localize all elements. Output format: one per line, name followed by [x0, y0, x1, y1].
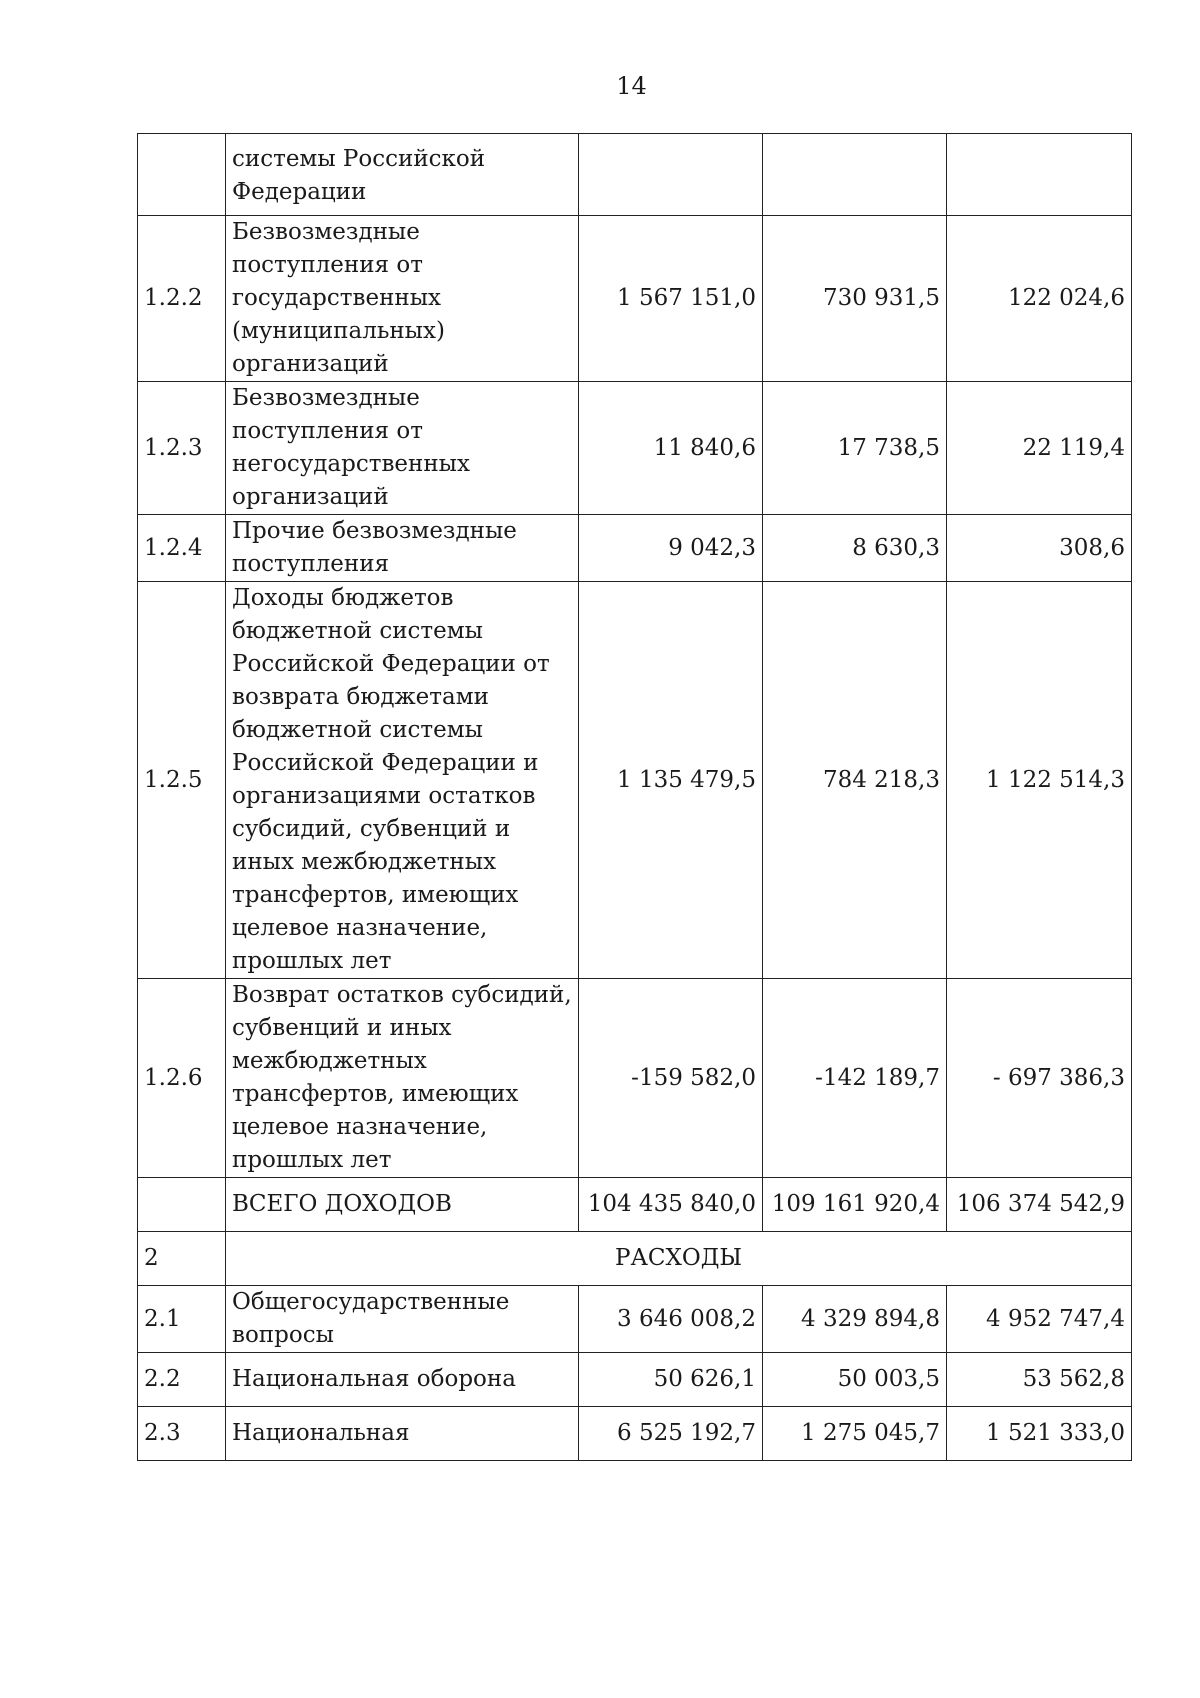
row-value-3: 106 374 542,9	[947, 1178, 1132, 1232]
row-value-3: 122 024,6	[947, 216, 1132, 382]
row-name: Прочие безвозмездные поступления	[226, 515, 579, 582]
table-row	[138, 1286, 1132, 1353]
row-value-3: 1 122 514,3	[947, 582, 1132, 979]
row-value-1	[579, 134, 763, 216]
budget-table	[137, 133, 1132, 1461]
table-row	[138, 979, 1132, 1178]
row-value-1: 50 626,1	[579, 1353, 763, 1407]
row-value-2: 17 738,5	[763, 382, 947, 515]
row-code: 1.2.5	[138, 582, 226, 979]
row-code: 1.2.2	[138, 216, 226, 382]
total-income-row	[138, 1178, 1132, 1232]
row-code: 2.1	[138, 1286, 226, 1353]
row-name: Доходы бюджетов бюджетной системы Российской Федерации от возврата бюджетами бюджетной системы Российской Федерации и организациями остатков субсидий, субвенций и иных межбюджетных трансфертов, имеющих целевое назначение, прошлых лет	[226, 582, 579, 979]
row-code	[138, 1178, 226, 1232]
row-name: Национальная оборона	[226, 1353, 579, 1407]
row-value-3: 308,6	[947, 515, 1132, 582]
table-row	[138, 134, 1132, 216]
row-value-1: 11 840,6	[579, 382, 763, 515]
row-value-1: -159 582,0	[579, 979, 763, 1178]
row-code: 2.3	[138, 1407, 226, 1461]
row-value-1: 6 525 192,7	[579, 1407, 763, 1461]
row-value-2: 8 630,3	[763, 515, 947, 582]
row-value-1: 104 435 840,0	[579, 1178, 763, 1232]
row-value-2: 109 161 920,4	[763, 1178, 947, 1232]
row-value-3: 22 119,4	[947, 382, 1132, 515]
row-value-2: -142 189,7	[763, 979, 947, 1178]
row-name: Национальная	[226, 1407, 579, 1461]
row-value-3: 1 521 333,0	[947, 1407, 1132, 1461]
row-name: Возврат остатков субсидий, субвенций и иных межбюджетных трансфертов, имеющих целевое назначение, прошлых лет	[226, 979, 579, 1178]
section-code: 2	[138, 1232, 226, 1286]
row-value-3: - 697 386,3	[947, 979, 1132, 1178]
row-code: 1.2.4	[138, 515, 226, 582]
row-value-2	[763, 134, 947, 216]
row-value-1: 1 135 479,5	[579, 582, 763, 979]
section-row	[138, 1232, 1132, 1286]
section-title: РАСХОДЫ	[226, 1232, 1132, 1286]
row-code	[138, 134, 226, 216]
row-value-2: 730 931,5	[763, 216, 947, 382]
row-name: системы Российской Федерации	[226, 134, 579, 216]
row-code: 1.2.3	[138, 382, 226, 515]
row-value-3	[947, 134, 1132, 216]
row-name: Безвозмездные поступления от негосударственных организаций	[226, 382, 579, 515]
row-value-2: 1 275 045,7	[763, 1407, 947, 1461]
row-value-2: 50 003,5	[763, 1353, 947, 1407]
row-value-3: 53 562,8	[947, 1353, 1132, 1407]
row-name: Общегосударственные вопросы	[226, 1286, 579, 1353]
row-code: 1.2.6	[138, 979, 226, 1178]
row-value-2: 784 218,3	[763, 582, 947, 979]
page-number: 14	[616, 72, 647, 100]
row-name: Безвозмездные поступления от государственных (муниципальных) организаций	[226, 216, 579, 382]
row-value-2: 4 329 894,8	[763, 1286, 947, 1353]
row-value-1: 3 646 008,2	[579, 1286, 763, 1353]
row-value-1: 1 567 151,0	[579, 216, 763, 382]
row-name: ВСЕГО ДОХОДОВ	[226, 1178, 579, 1232]
table-row	[138, 582, 1132, 979]
row-code: 2.2	[138, 1353, 226, 1407]
row-value-3: 4 952 747,4	[947, 1286, 1132, 1353]
table-row	[138, 216, 1132, 382]
table-row	[138, 515, 1132, 582]
table-row	[138, 382, 1132, 515]
table-row	[138, 1407, 1132, 1461]
row-value-1: 9 042,3	[579, 515, 763, 582]
table-row	[138, 1353, 1132, 1407]
